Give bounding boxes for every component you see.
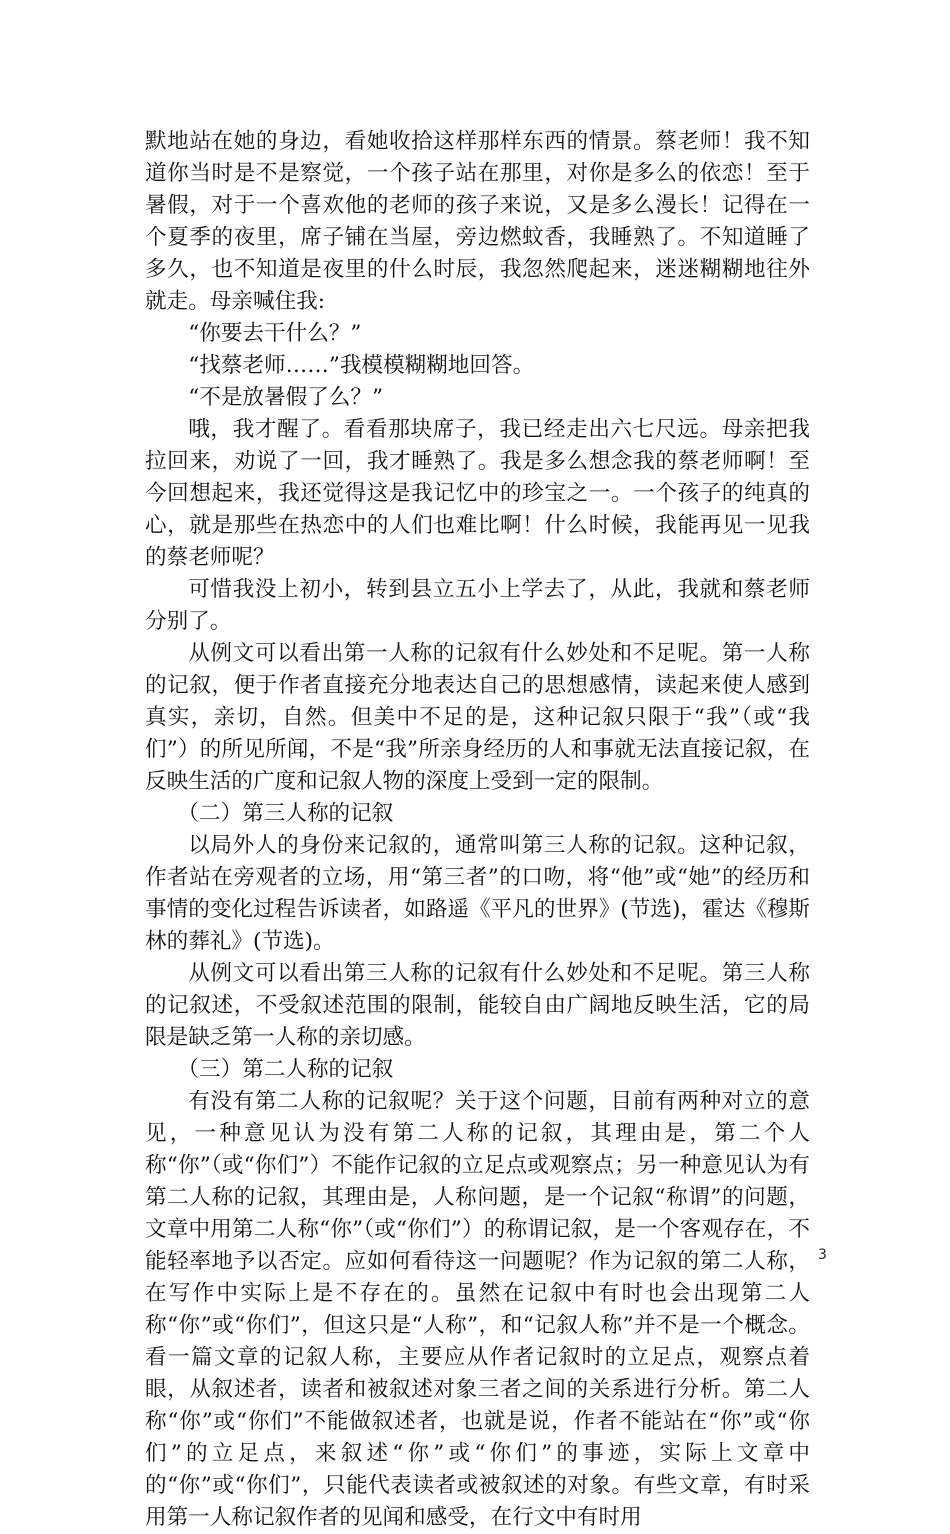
paragraph: 有没有第二人称的记叙呢？关于这个问题，目前有两种对立的意见，一种意见认为没有第二人称的记叙，其理由是，第二个人称“你”（或“你们”）不能作记叙的立足点或观察点；另一种意见认为有第二人称的记叙，其理由是，人称问题，是一个记叙“称谓”的问题，文章中用第二人称“你”（或“你们”）的称谓记叙，是一个客观存在，不能轻率地予以否定。应如何看待这一问题呢？作为记叙的第二人称，在写作中实际上是不存在的。虽然在记叙中有时也会出现第二人称“你”或“你们”，但这只是“人称”，和“记叙人称”并不是一个概念。看一篇文章的记叙人称，主要应从作者记叙时的立足点，观察点着眼，从叙述者，读者和被叙述对象三者之间的关系进行分析。第二人称“你”或“你们”不能做叙述者，也就是说，作者不能站在“你”或“你们”的立足点，来叙述“你”或“你们”的事迹，实际上文章中的“你”或“你们”，只能代表读者或被叙述的对象。有些文章，有时采用第一人称记叙作者的见闻和感受，在行文中有时用 [145, 1089, 810, 1530]
dialogue-line: “你要去干什么？” [188, 321, 362, 346]
paragraph: 从例文可以看出第三人称的记叙有什么妙处和不足呢。第三人称的记叙述，不受叙述范围的限制，能较自由广阔地反映生活，它的局限是缺乏第一人称的亲切感。 [145, 961, 810, 1050]
paragraph: 默地站在她的身边，看她收拾这样那样东西的情景。蔡老师！我不知道你当时是不是察觉，一个孩子站在那里，对你是多么的依恋！至于暑假，对于一个喜欢他的老师的孩子来说，又是多么漫长！记得在一个夏季的夜里，席子铺在当屋，旁边燃蚊香，我睡熟了。不知道睡了多久，也不知道是夜里的什么时辰，我忽然爬起来，迷迷糊糊地往外就走。母亲喊住我: [145, 129, 810, 314]
dialogue-line: “找蔡老师……”我模模糊糊地回答。 [188, 353, 535, 378]
paragraph: 从例文可以看出第一人称的记叙有什么妙处和不足呢。第一人称的记叙，便于作者直接充分地表达自己的思想感情，读起来使人感到真实，亲切，自然。但美中不足的是，这种记叙只限于“我”（或“我们”）的所见所闻，不是“我”所亲身经历的人和事就无法直接记叙，在反映生活的广度和记叙人物的深度上受到一定的限制。 [145, 641, 810, 794]
document-body [145, 126, 810, 1534]
paragraph: 哦，我才醒了。看看那块席子，我已经走出六七尺远。母亲把我拉回来，劝说了一回，我才睡熟了。我是多么想念我的蔡老师啊！至今回想起来，我还觉得这是我记忆中的珍宝之一。一个孩子的纯真的心，就是那些在热恋中的人们也难比啊！什么时候，我能再见一见我的蔡老师呢？ [145, 417, 810, 570]
section-heading: （二）第三人称的记叙 [177, 801, 394, 826]
section-heading: （三）第二人称的记叙 [177, 1057, 394, 1082]
page-number: 3 [818, 1247, 827, 1263]
paragraph: 以局外人的身份来记叙的，通常叫第三人称的记叙。这种记叙，作者站在旁观者的立场，用“第三者”的口吻，将“他”或“她”的经历和事情的变化过程告诉读者，如路遥《平凡的世界》(节选)，霍达《穆斯林的葬礼》(节选)。 [145, 833, 810, 954]
dialogue-line: “不是放暑假了么？” [188, 385, 384, 410]
paragraph: 可惜我没上初小，转到县立五小上学去了，从此，我就和蔡老师分别了。 [145, 577, 810, 634]
